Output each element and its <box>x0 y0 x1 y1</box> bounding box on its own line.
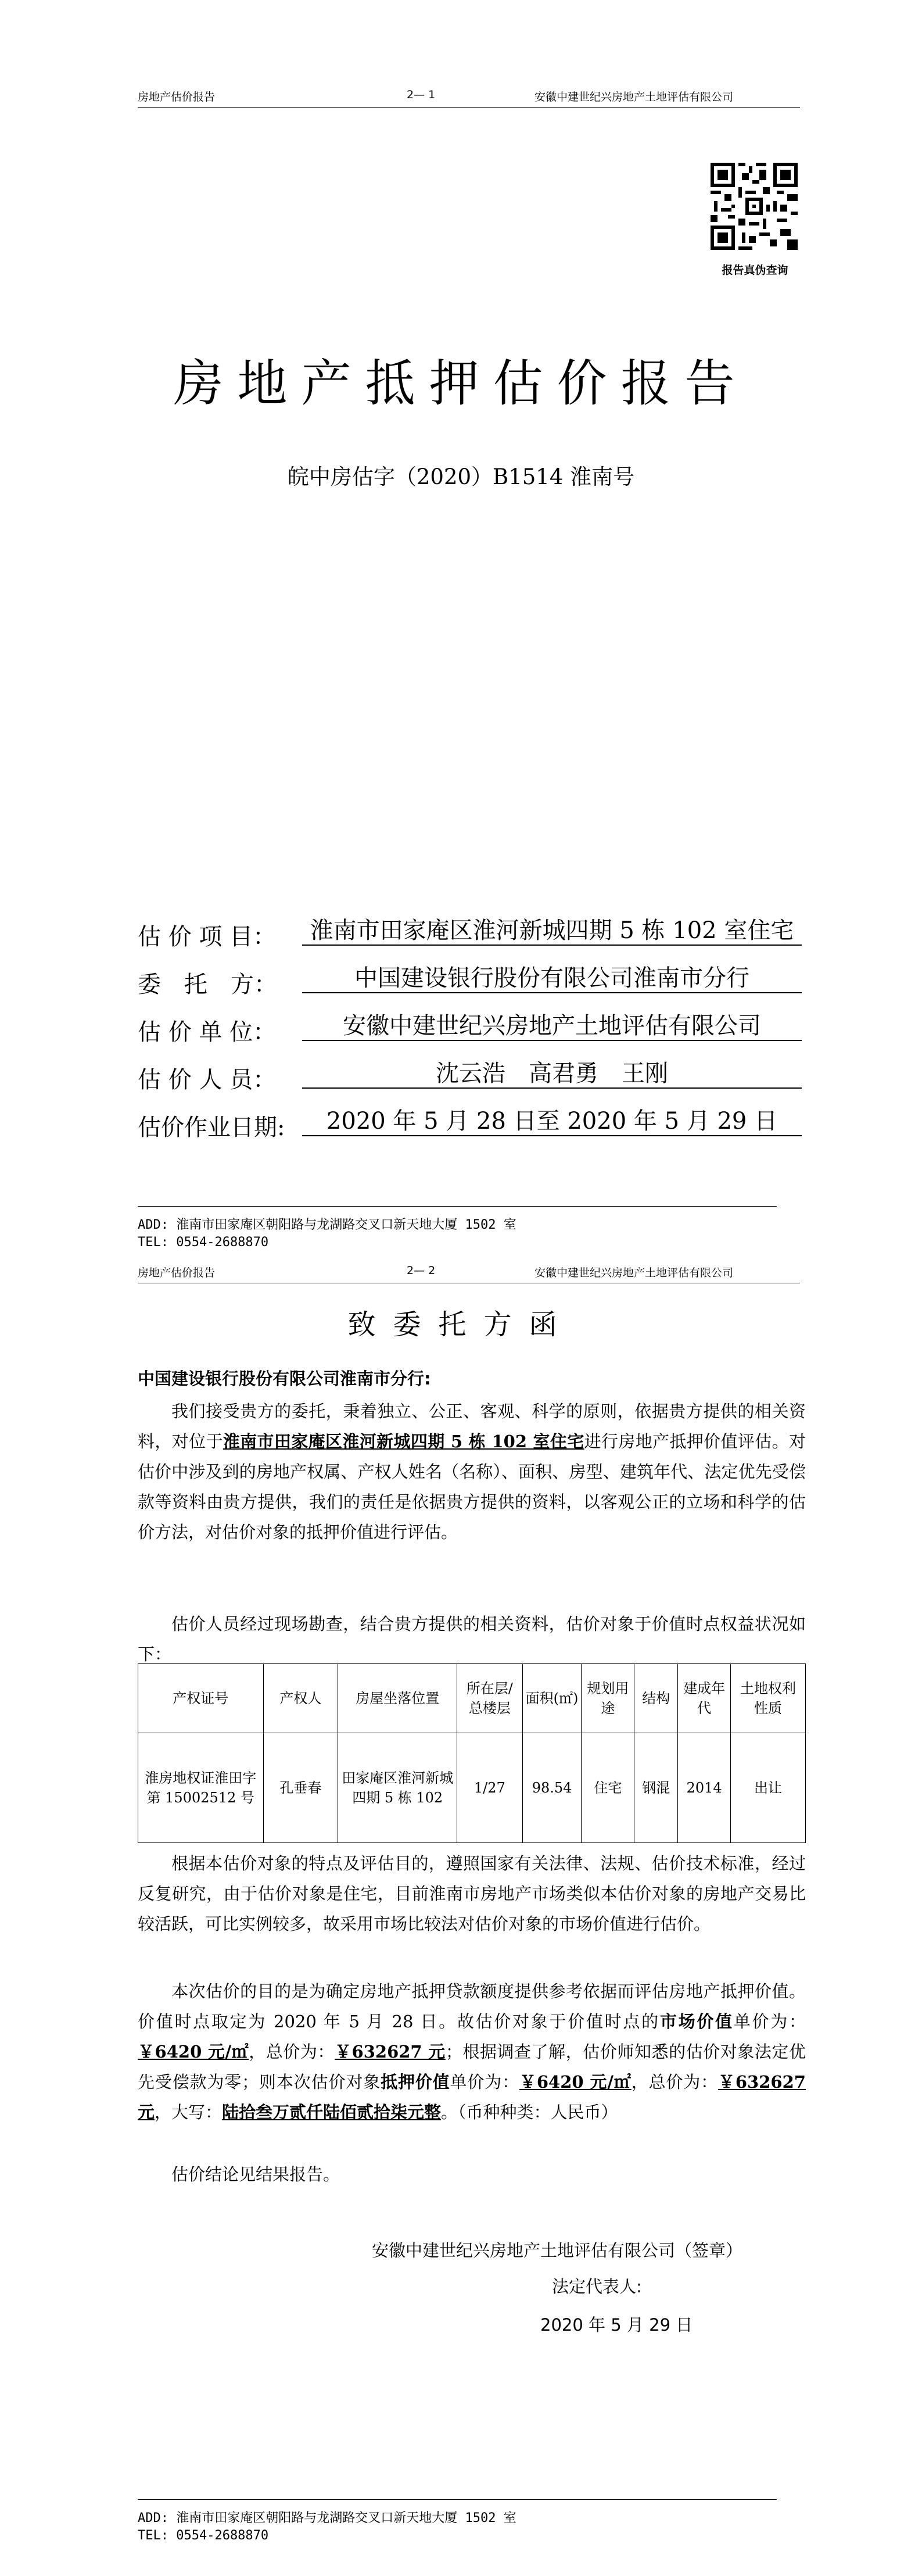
page2-footer-tel: TEL: 0554-2688870 <box>138 2528 269 2543</box>
valuation-text-f: ，总价为： <box>631 2072 719 2092</box>
page2-header-right: 安徽中建世纪兴房地产土地评估有限公司 <box>534 1266 734 1279</box>
info-label-work-date: 估价作业日期: <box>138 1114 285 1141</box>
info-label-appraiser-unit: 估 价 单 位： <box>138 1019 277 1046</box>
valuation-text-h: 。（币种种类：人民币） <box>441 2102 618 2122</box>
cell-cert-no: 淮房地权证淮田字第 15002512 号 <box>138 1733 264 1843</box>
cell-structure: 钢混 <box>634 1733 678 1843</box>
market-total-price: ￥632627 元 <box>334 2042 446 2062</box>
market-value-label: 市场价值 <box>659 2012 734 2031</box>
property-address: 淮南市田家庵区淮河新城四期 5 栋 102 室住宅 <box>223 1432 584 1451</box>
mortgage-total-price: ￥632627 元 <box>138 2072 806 2122</box>
page1-footer-rule <box>138 1206 777 1207</box>
page1-header-left: 房地产估价报告 <box>138 91 216 103</box>
cell-usage: 住宅 <box>582 1733 634 1843</box>
page2-header-page: 2— 2 <box>407 1264 436 1277</box>
signature-date: 2020 年 5 月 29 日 <box>540 2315 693 2335</box>
valuation-text-a: 本次估价的目的是为确定房地产抵押贷款额度提供参考依据而评估房地产抵押价值。价值时点取定为 2020 年 5 月 28 日。故估价对象于价值时点的 <box>138 1981 806 2031</box>
intro-text-a: 我们接受贵方的委托，秉着独立、公正、客观、科学的原则，依据贵方提供的相关资料，对位于 <box>138 1401 806 1451</box>
letter-title: 致委托方函 <box>347 1308 575 1341</box>
valuation-text-c: ，总价为： <box>249 2042 335 2062</box>
paragraph-intro <box>138 1396 806 1547</box>
paragraph-method: 根据本估价对象的特点及评估目的，遵照国家有关法律、法规、估价技术标准，经过反复研究，由于估价对象是住宅，目前淮南市房地产市场类似本估价对象的房地产交易比较活跃，可比实例较多，故采用市场比较法对估价对象的市场价值进行估价。 <box>138 1854 806 1934</box>
cell-location: 田家庵区淮河新城四期 5 栋 102 <box>338 1733 457 1843</box>
page1-header-rule <box>138 107 800 108</box>
page1-footer-address: ADD: 淮南市田家庵区朝阳路与龙湖路交叉口新天地大厦 1502 室 <box>138 1218 516 1232</box>
page1-footer-tel: TEL: 0554-2688870 <box>138 1235 269 1250</box>
paragraph-conclusion: 估价结论见结果报告。 <box>171 2164 340 2184</box>
page2-header-left: 房地产估价报告 <box>138 1266 216 1279</box>
paragraph-survey: 估价人员经过现场勘查，结合贵方提供的相关资料，估价对象于价值时点权益状况如下： <box>138 1614 806 1664</box>
valuation-text-g: ，大写： <box>155 2102 223 2122</box>
property-table <box>138 1663 806 1843</box>
mortgage-value-label: 抵押价值 <box>381 2072 450 2092</box>
info-value-project: 淮南市田家庵区淮河新城四期 5 栋 102 室住宅 <box>302 915 802 946</box>
col-header: 所在层/总楼层 <box>457 1664 523 1733</box>
info-value-client: 中国建设银行股份有限公司淮南市分行 <box>302 963 802 993</box>
valuation-text-d: ；根据调查了解，估价师知悉的估价对象法定优先受偿款为零；则本次估价对象 <box>138 2042 806 2092</box>
mortgage-unit-price: ￥6420 元/㎡ <box>519 2072 632 2092</box>
col-header: 建成年代 <box>678 1664 731 1733</box>
qr-caption: 报告真伪查询 <box>722 264 788 277</box>
info-label-client: 委 托 方： <box>138 971 277 998</box>
page1-header-right: 安徽中建世纪兴房地产土地评估有限公司 <box>534 91 734 103</box>
col-header: 土地权利性质 <box>731 1664 806 1733</box>
report-title: 房地产抵押估价报告 <box>173 355 749 413</box>
total-price-uppercase: 陆拾叁万贰仟陆佰贰拾柒元整 <box>222 2102 442 2122</box>
signature-company: 安徽中建世纪兴房地产土地评估有限公司（签章） <box>372 2241 743 2260</box>
paragraph-valuation <box>138 1976 806 2127</box>
cell-area: 98.54 <box>522 1733 582 1843</box>
info-label-appraisers: 估 价 人 员： <box>138 1067 277 1093</box>
info-value-appraisers: 沈云浩 高君勇 王刚 <box>302 1058 802 1089</box>
cell-owner: 孔垂春 <box>263 1733 338 1843</box>
col-header: 面积(㎡) <box>522 1664 582 1733</box>
col-header: 产权人 <box>263 1664 338 1733</box>
info-label-project: 估 价 项 目： <box>138 924 277 950</box>
col-header: 结构 <box>634 1664 678 1733</box>
page2-footer-address: ADD: 淮南市田家庵区朝阳路与龙湖路交叉口新天地大厦 1502 室 <box>138 2511 516 2525</box>
page2-footer-rule <box>138 2499 777 2500</box>
cell-floor: 1/27 <box>457 1733 523 1843</box>
market-unit-price: ￥6420 元/㎡ <box>138 2042 249 2062</box>
col-header: 规划用途 <box>582 1664 634 1733</box>
info-value-work-date: 2020 年 5 月 28 日至 2020 年 5 月 29 日 <box>302 1106 802 1136</box>
col-header: 房屋坐落位置 <box>338 1664 457 1733</box>
cell-land-right: 出让 <box>731 1733 806 1843</box>
valuation-text-b: 单价为： <box>733 2012 806 2031</box>
col-header: 产权证号 <box>138 1664 264 1733</box>
valuation-text-e: 单价为： <box>450 2072 519 2092</box>
table-row <box>138 1733 806 1843</box>
letter-addressee: 中国建设银行股份有限公司淮南市分行: <box>138 1369 431 1389</box>
cell-year: 2014 <box>678 1733 731 1843</box>
qr-code-icon <box>711 163 798 250</box>
intro-text-c: 进行房地产抵押价值评估。对估价中涉及到的房地产权属、产权人姓名（名称）、面积、房型、建筑年代、法定优先受偿款等资料由贵方提供，我们的责任是依据贵方提供的资料，以客观公正的立场和科学的估价方法，对估价对象的抵押价值进行评估。 <box>138 1432 806 1542</box>
info-value-appraiser-unit: 安徽中建世纪兴房地产土地评估有限公司 <box>302 1011 802 1041</box>
table-header-row <box>138 1664 806 1733</box>
document-number: 皖中房估字（2020）B1514 淮南号 <box>287 464 635 489</box>
page1-header-page: 2— 1 <box>407 88 436 101</box>
signature-representative: 法定代表人: <box>552 2277 642 2296</box>
